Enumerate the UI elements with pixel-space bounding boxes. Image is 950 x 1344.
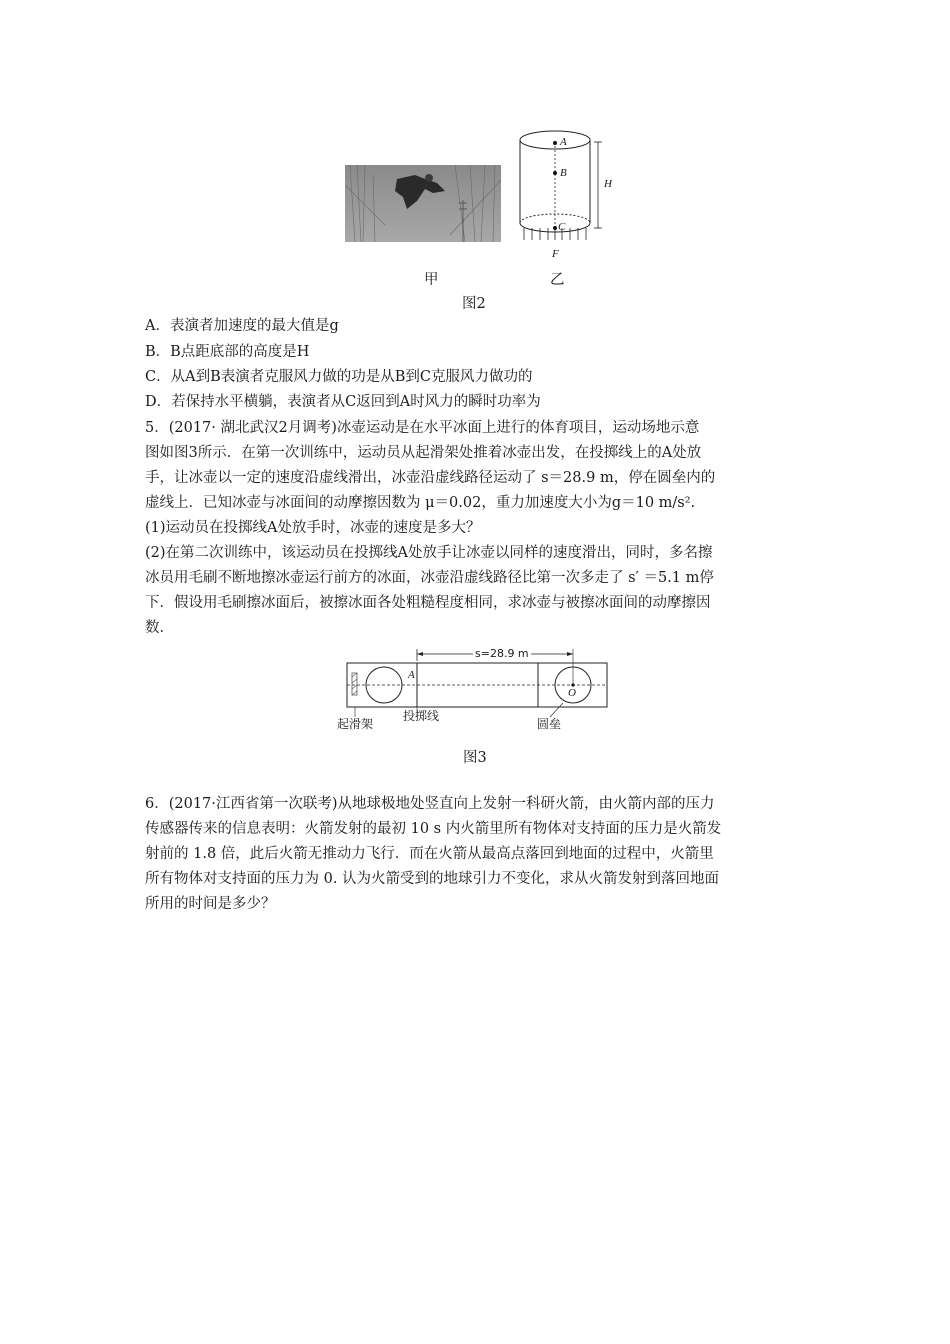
figure3-caption: 图3 <box>463 750 487 766</box>
label-start: 起滑架 <box>337 717 374 731</box>
diagram-label-f: F <box>552 248 559 260</box>
figure2-label-left: 甲 <box>424 272 439 288</box>
q6-line: 所有物体对支持面的压力为 0. 认为火箭受到的地球引力不变化，求从火箭发射到落回地面 <box>145 871 720 887</box>
diagram-label-a: A <box>560 136 567 148</box>
option-b: B．B点距底部的高度是H <box>145 344 310 360</box>
q5-line: 图如图3所示．在第一次训练中，运动员从起滑架处推着冰壶出发，在投掷线上的A处放 <box>145 445 702 461</box>
wind-tunnel-diagram <box>510 128 620 263</box>
diagram-label-h: H <box>604 178 612 190</box>
option-c: C．从A到B表演者克服风力做的功是从B到C克服风力做功的 <box>145 369 533 385</box>
q5-line: 冰员用毛刷不断地擦冰壶运行前方的冰面，冰壶沿虚线路径比第一次多走了 s′ ＝5.1 m停 <box>145 570 714 586</box>
distance-label: s=28.9 m <box>475 647 529 660</box>
q6-line: 所用的时间是多少？ <box>145 896 276 912</box>
q5-line: 5．(2017· 湖北武汉2月调考)冰壶运动是在水平冰面上进行的体育项目，运动场地示意 <box>145 420 700 436</box>
figure2-photo <box>345 165 501 242</box>
q5-line: (1)运动员在投掷线A处放手时，冰壶的速度是多大？ <box>145 520 481 536</box>
option-a: A．表演者加速度的最大值是g <box>145 318 339 334</box>
rink-point-a: A <box>408 669 415 681</box>
rink-point-o: O <box>568 687 576 699</box>
label-throw-line: 投掷线 <box>403 709 440 723</box>
performer-photo <box>345 165 501 242</box>
diagram-label-c: C <box>558 221 566 233</box>
q5-line: 数． <box>145 620 174 636</box>
figure3-rink-diagram <box>335 645 615 735</box>
figure2-label-right: 乙 <box>550 272 565 288</box>
figure2-caption: 图2 <box>462 296 486 312</box>
q6-line: 射前的 1.8 倍，此后火箭无推动力飞行．而在火箭从最高点落回到地面的过程中，火箭里 <box>145 846 714 862</box>
q5-line: 下．假设用毛刷擦冰面后，被擦冰面各处粗糙程度相同，求冰壶与被擦冰面间的动摩擦因 <box>145 595 711 611</box>
figure2-cylinder-diagram <box>510 128 620 263</box>
diagram-label-b: B <box>560 167 567 179</box>
option-d: D．若保持水平横躺，表演者从C返回到A时风力的瞬时功率为 <box>145 394 541 410</box>
q5-line: (2)在第二次训练中，该运动员在投掷线A处放手让冰壶以同样的速度滑出，同时，多名擦 <box>145 545 713 561</box>
q5-line: 手，让冰壶以一定的速度沿虚线滑出，冰壶沿虚线路径运动了 s＝28.9 m，停在圆垒内的 <box>145 470 716 486</box>
label-house: 圆垒 <box>537 717 562 731</box>
q6-line: 传感器传来的信息表明：火箭发射的最初 10 s 内火箭里所有物体对支持面的压力是火箭发 <box>145 821 722 837</box>
q6-line: 6．(2017·江西省第一次联考)从地球极地处竖直向上发射一科研火箭，由火箭内部的压力 <box>145 796 715 812</box>
q5-line: 虚线上．已知冰壶与冰面间的动摩擦因数为 μ＝0.02，重力加速度大小为g＝10 m/s². <box>145 495 696 511</box>
